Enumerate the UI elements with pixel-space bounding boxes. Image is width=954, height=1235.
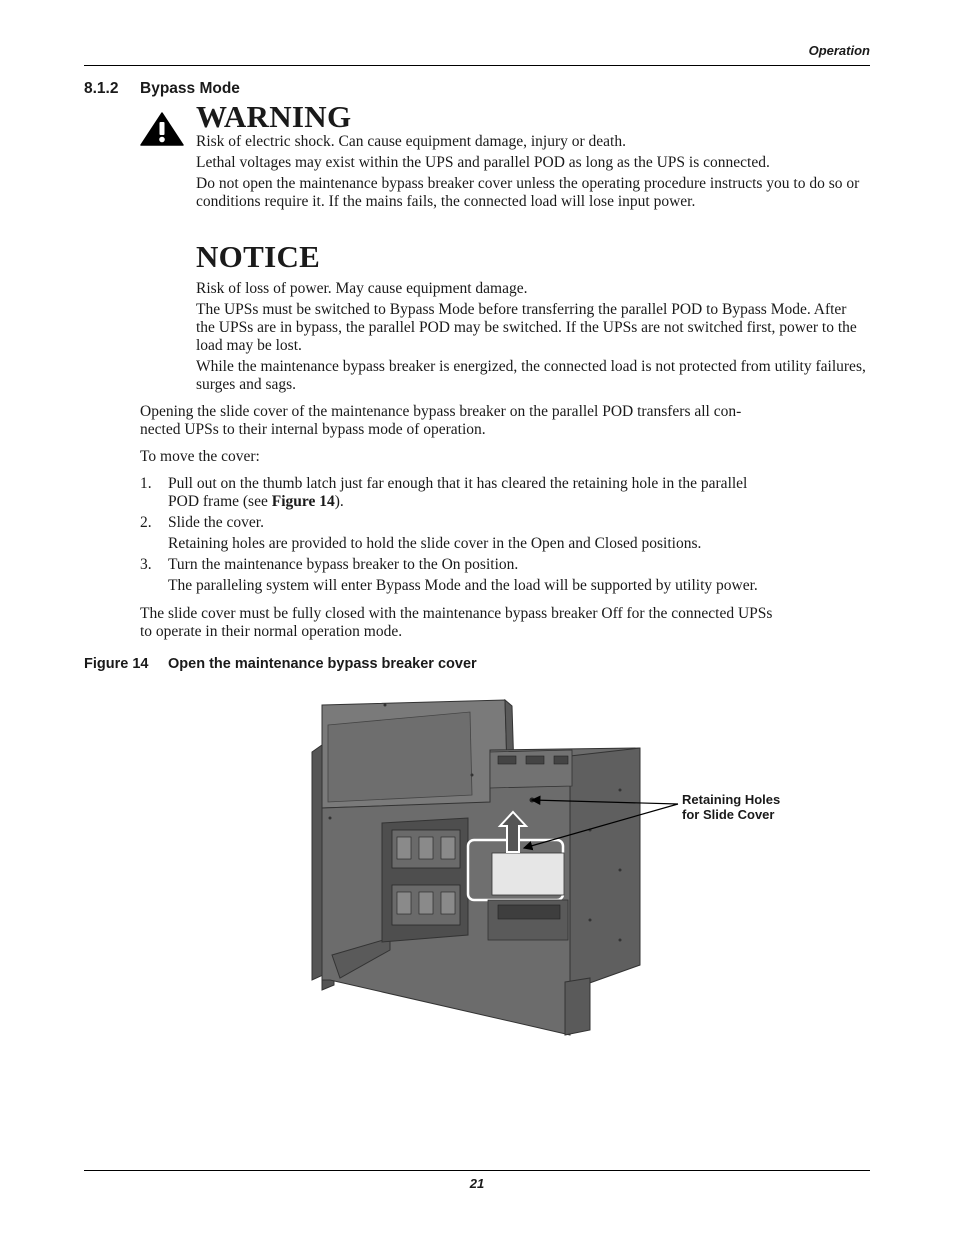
warning-text: [196, 133, 876, 211]
running-head: Operation: [808, 43, 870, 58]
figure-caption: [84, 656, 477, 672]
closing-paragraph: [140, 605, 772, 641]
callout-arrows: [520, 790, 680, 865]
warning-title: WARNING: [196, 99, 352, 134]
warning-line: Lethal voltages may exist within the UPS and parallel POD as long as the UPS is connected.: [196, 154, 770, 171]
warning-line: Risk of electric shock. Can cause equipment damage, injury or death.: [196, 133, 626, 150]
step-note: Retaining holes are provided to hold the slide cover in the Open and Closed positions.: [168, 535, 702, 552]
notice-line: While the maintenance bypass breaker is energized, the connected load is not protected from utility failures, surges and sags.: [196, 358, 866, 393]
footer-rule: [84, 1170, 870, 1171]
callout-line: for Slide Cover: [682, 807, 775, 822]
warning-icon: [140, 112, 184, 151]
page-number: 21: [469, 1176, 485, 1191]
step-text-part: ).: [334, 493, 344, 510]
move-cover-text: To move the cover:: [140, 448, 260, 465]
section-number: 8.1.2: [84, 80, 119, 97]
notice-title: NOTICE: [196, 239, 321, 274]
step-number: 3.: [140, 556, 152, 573]
step-text: Slide the cover.: [168, 514, 264, 531]
figure-title: Open the maintenance bypass breaker cover: [168, 656, 477, 672]
step-text: Turn the maintenance bypass breaker to the On position.: [168, 556, 519, 573]
step-note: The paralleling system will enter Bypass Mode and the load will be supported by utility power.: [168, 577, 758, 594]
step-number: 1.: [140, 475, 152, 492]
step-text-part: POD frame (see: [168, 493, 272, 510]
step-text: Pull out on the thumb latch just far enough that it has cleared the retaining hole in the parallel: [168, 475, 748, 492]
intro-paragraph: [140, 403, 741, 439]
section-title: Bypass Mode: [140, 80, 240, 97]
notice-line: The UPSs must be switched to Bypass Mode before transferring the parallel POD to Bypass Mode. After the UPSs are in bypass, the parallel POD may be switched. If the UPSs are not switched first, power to the load may be lost.: [196, 301, 857, 354]
bypass-cabinet-illustration: [300, 690, 800, 1050]
figure-reference: Figure 14: [271, 493, 335, 510]
header-rule: [84, 65, 870, 66]
step-text-continued: [168, 493, 747, 511]
figure-callout: [682, 792, 780, 822]
notice-text: [196, 280, 876, 394]
warning-line: Do not open the maintenance bypass breaker cover unless the operating procedure instructs you to do so or conditions require it. If the mains fails, the connected load will lose input power.: [196, 175, 860, 210]
section-heading: [84, 80, 240, 98]
callout-line: Retaining Holes: [682, 792, 781, 807]
figure-number: Figure 14: [84, 656, 149, 672]
step-number: 2.: [140, 514, 152, 531]
intro-line: nected UPSs to their internal bypass mode of operation.: [140, 421, 486, 438]
closing-line: to operate in their normal operation mode.: [140, 623, 403, 640]
closing-line: The slide cover must be fully closed with the maintenance bypass breaker Off for the connected UPSs: [140, 605, 773, 622]
intro-line: Opening the slide cover of the maintenance bypass breaker on the parallel POD transfers all con-: [140, 403, 742, 420]
notice-line: Risk of loss of power. May cause equipment damage.: [196, 280, 528, 297]
